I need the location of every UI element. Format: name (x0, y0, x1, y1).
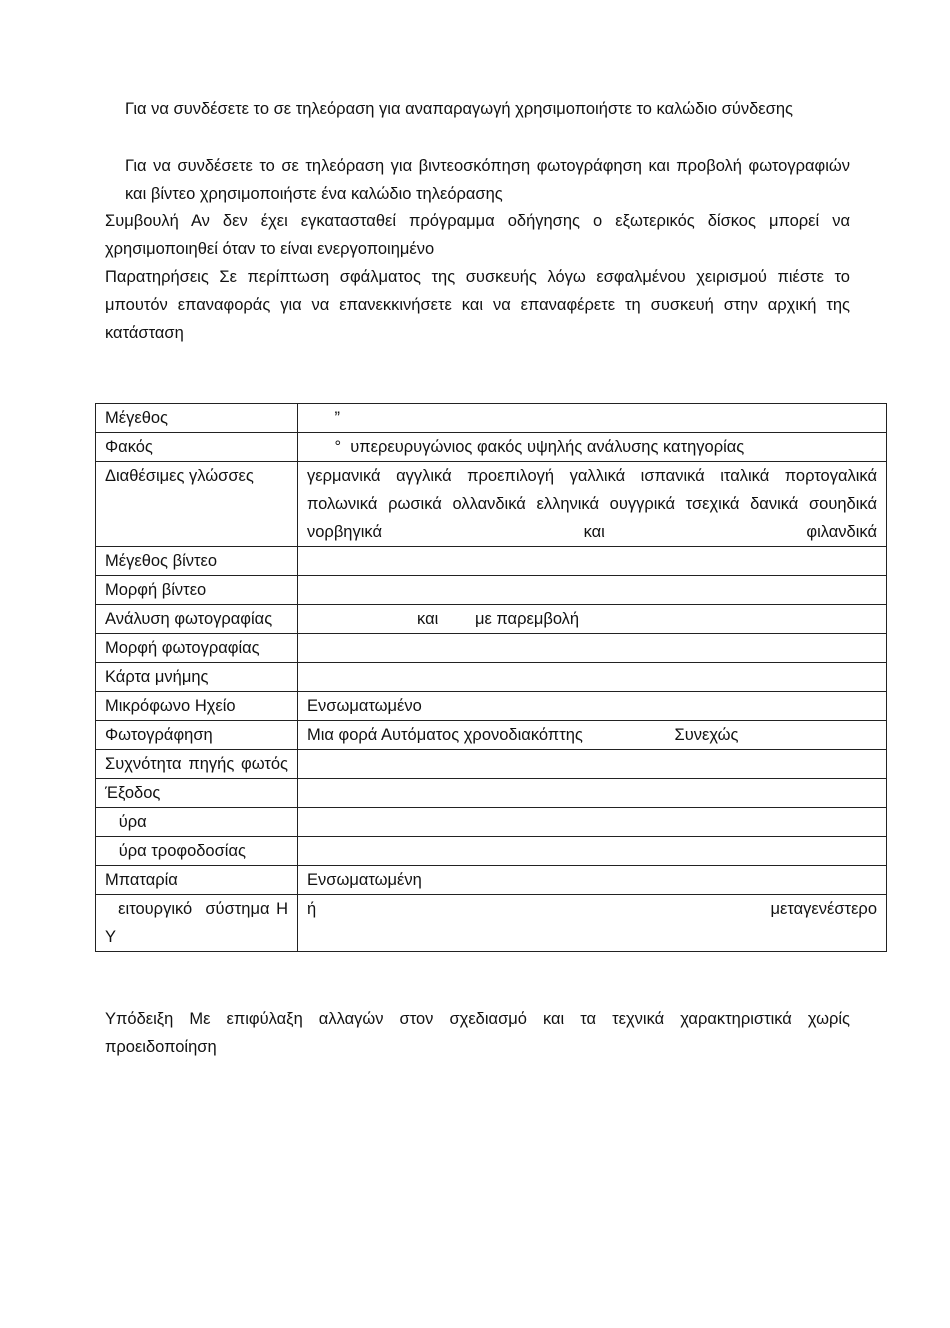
table-row (96, 721, 887, 750)
spec-value (298, 547, 887, 576)
spec-value (298, 663, 887, 692)
spec-label: Φακός (96, 433, 298, 462)
spec-value (298, 634, 887, 663)
spec-value: Ενσωματωμένη (298, 866, 887, 895)
table-row (96, 779, 887, 808)
spec-label: Ανάλυση φωτογραφίας (96, 605, 298, 634)
spec-value: Ενσωματωμένο (298, 692, 887, 721)
spec-value: και με παρεμβολή (298, 605, 887, 634)
table-row (96, 576, 887, 605)
paragraph-tip: Συμβουλή Αν δεν έχει εγκατασταθεί πρόγραμμα οδήγησης ο εξωτερικός δίσκος μπορεί να χρησιμοποιηθεί όταν το είναι ενεργοποιημένο (105, 212, 850, 258)
specifications-table (95, 403, 887, 952)
spec-label: Κάρτα μνήμης (96, 663, 298, 692)
table-row (96, 634, 887, 663)
spec-value (298, 837, 887, 866)
spec-value (298, 750, 887, 779)
spec-label: Συχνότητα πηγής φωτός (96, 750, 298, 779)
spec-label: Μέγεθος (96, 404, 298, 433)
table-row (96, 462, 887, 547)
table-row (96, 750, 887, 779)
spec-label: ύρα τροφοδοσίας (96, 837, 298, 866)
table-row (96, 605, 887, 634)
spec-value (298, 808, 887, 837)
disclaimer-note: Υπόδειξη Με επιφύλαξη αλλαγών στον σχεδιασμό και τα τεχνικά χαρακτηριστικά χωρίς προειδοποίηση (105, 1010, 850, 1056)
spec-label: ύρα (96, 808, 298, 837)
spec-label: Μορφή φωτογραφίας (96, 634, 298, 663)
table-row (96, 808, 887, 837)
spec-label: Μικρόφωνο Ηχείο (96, 692, 298, 721)
spec-value (298, 576, 887, 605)
paragraph-tv-playback: Για να συνδέσετε το σε τηλεόραση για αναπαραγωγή χρησιμοποιήστε το καλώδιο σύνδεσης (125, 100, 793, 118)
spec-label: Μορφή βίντεο (96, 576, 298, 605)
table-row (96, 404, 887, 433)
paragraph-notes: Παρατηρήσεις Σε περίπτωση σφάλματος της συσκευής λόγω εσφαλμένου χειρισμού πιέστε το μπουτόν επαναφοράς για να επανεκκινήσετε και να επαναφέρετε τη συσκευή στην αρχική της κατάσταση (105, 268, 850, 342)
spec-label: Μπαταρία (96, 866, 298, 895)
spec-label: Έξοδος (96, 779, 298, 808)
spec-label: Φωτογράφηση (96, 721, 298, 750)
spec-value: ” (298, 404, 887, 433)
table-row (96, 895, 887, 952)
spec-value (298, 779, 887, 808)
table-row (96, 663, 887, 692)
spec-label: ειτουργικό σύστημα Η Υ (96, 895, 298, 952)
table-row (96, 692, 887, 721)
table-row (96, 547, 887, 576)
spec-value: ή μεταγενέστερο (298, 895, 887, 952)
spec-label: Μέγεθος βίντεο (96, 547, 298, 576)
paragraph-tv-recording: Για να συνδέσετε το σε τηλεόραση για βιντεοσκόπηση φωτογράφηση και προβολή φωτογραφιών και βίντεο χρησιμοποιήστε ένα καλώδιο τηλεόρασης (125, 157, 850, 203)
spec-value: Μια φορά Αυτόματος χρονοδιακόπτης Συνεχώς (298, 721, 887, 750)
spec-value: γερμανικά αγγλικά προεπιλογή γαλλικά ισπανικά ιταλικά πορτογαλικά πολωνικά ρωσικά ολλανδικά ελληνικά ουγγρικά τσεχικά δανικά σουηδικά νορβηγικά και φιλανδικά (298, 462, 887, 547)
table-row (96, 837, 887, 866)
table-row (96, 433, 887, 462)
spec-value: ° υπερευρυγώνιος φακός υψηλής ανάλυσης κατηγορίας (298, 433, 887, 462)
table-row (96, 866, 887, 895)
spec-label: Διαθέσιμες γλώσσες (96, 462, 298, 547)
